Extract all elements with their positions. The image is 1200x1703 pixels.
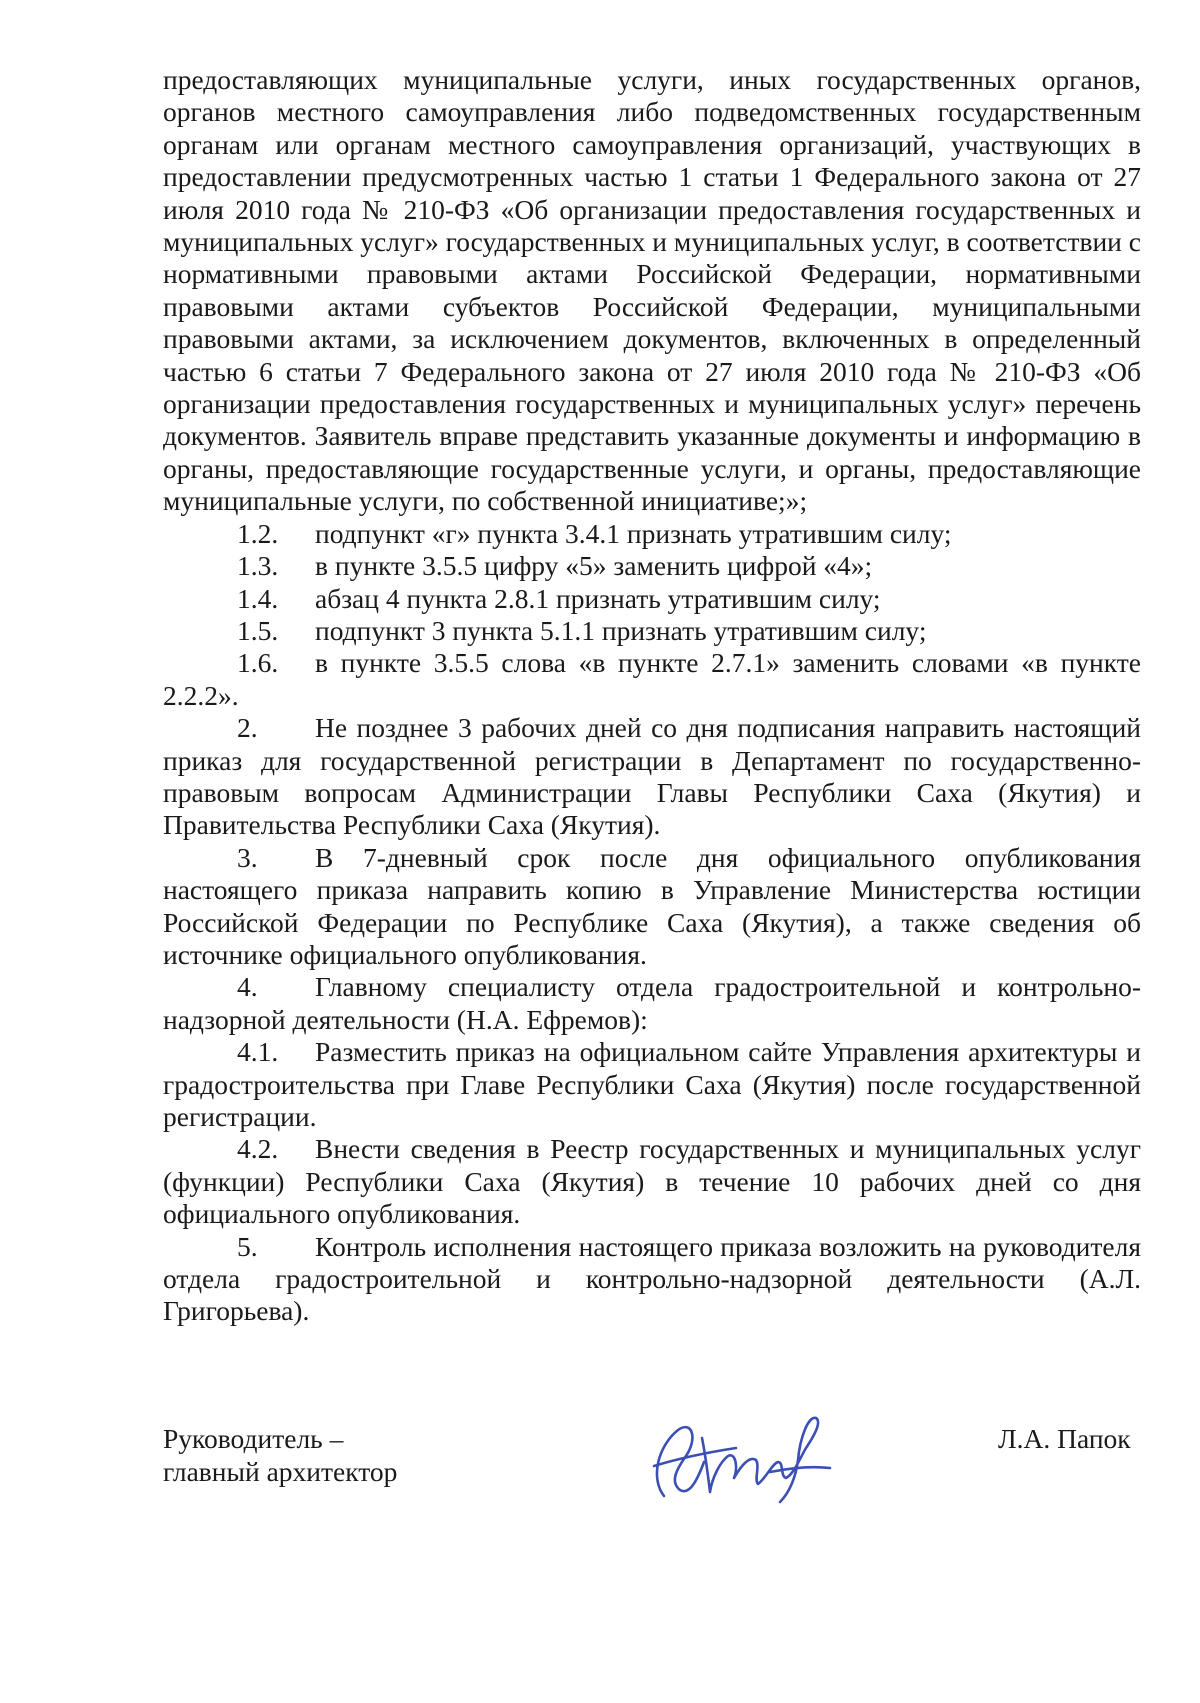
- item-number: 1.3.: [237, 550, 279, 582]
- list-item: [163, 712, 1141, 842]
- item-number: 1.6.: [237, 647, 279, 679]
- signer-title-line: Руководитель –: [163, 1423, 344, 1454]
- list-item: [163, 1133, 1141, 1230]
- item-text: в пункте 3.5.5 слова «в пункте 2.7.1» заменить словами «в пункте 2.2.2».: [163, 647, 1141, 711]
- item-text: Внести сведения в Реестр государственных и муниципальных услуг (функции) Республики Саха (Якутия) в течение 10 рабочих дней со дня официального опубликования.: [163, 1133, 1141, 1230]
- item-number: 4.2.: [237, 1133, 279, 1165]
- signature-stroke: [654, 1448, 736, 1466]
- list-item: [163, 842, 1141, 972]
- list-item: [163, 647, 1141, 712]
- item-text: абзац 4 пункта 2.8.1 признать утратившим силу;: [315, 582, 881, 614]
- item-number: 5.: [237, 1230, 258, 1262]
- intro-paragraph: предоставляющих муниципальные услуги, иных государственных органов, органов местного самоуправления либо подведомственных государственным органам или органам местного самоуправления организаций, участвующих в предоставлении предусмотренных частью 1 статьи 1 Федерального закона от 27 июля 2010 года № 210-ФЗ «Об организации предоставления государственных и муниципальных услуг» государственных и муниципальных услуг, в соответствии с нормативными правовыми актами Российской Федерации, нормативными правовыми актами субъектов Российской Федерации, муниципальными правовыми актами, за исключением документов, включенных в определенный частью 6 статьи 7 Федерального закона от 27 июля 2010 года № 210-ФЗ «Об организации предоставления государственных и муниципальных услуг» перечень документов. Заявитель вправе представить указанные документы и информацию в органы, предоставляющие государственные услуги, и органы, предоставляющие муниципальные услуги, по собственной инициативе;»;: [163, 64, 1141, 517]
- list-item: [163, 518, 1141, 550]
- handwritten-signature: [640, 1408, 840, 1508]
- list-item: [163, 1231, 1141, 1328]
- item-number: 4.1.: [237, 1036, 279, 1068]
- signature-stroke: [770, 1467, 830, 1472]
- item-text: Контроль исполнения настоящего приказа возложить на руководителя отдела градостроительной и контрольно-надзорной деятельности (А.Л. Григорьева).: [163, 1230, 1141, 1327]
- document-body: [163, 64, 1141, 1328]
- item-text: подпункт «г» пункта 3.4.1 признать утратившим силу;: [315, 517, 952, 549]
- item-text: Разместить приказ на официальном сайте Управления архитектуры и градостроительства при Главе Республики Саха (Якутия) после государственной регистрации.: [163, 1036, 1141, 1132]
- item-number: 1.4.: [237, 582, 279, 614]
- item-text: в пункте 3.5.5 цифру «5» заменить цифрой «4»;: [315, 550, 873, 582]
- list-item: [163, 1036, 1141, 1133]
- signer-name: Л.А. Папок: [998, 1423, 1131, 1454]
- list-item: [163, 550, 1141, 582]
- list-item: [163, 583, 1141, 615]
- item-number: 2.: [237, 712, 258, 744]
- signature-stroke: [657, 1427, 704, 1496]
- item-text: В 7-дневный срок после дня официального опубликования настоящего приказа направить копию в Управление Министерства юстиции Российской Федерации по Республике Саха (Якутия), а также сведения об источнике официального опубликования.: [163, 841, 1141, 970]
- signer-title: [163, 1422, 397, 1488]
- item-text: подпункт 3 пункта 5.1.1 признать утратившим силу;: [315, 614, 927, 646]
- list-item: [163, 615, 1141, 647]
- item-number: 1.2.: [237, 517, 279, 549]
- item-number: 1.5.: [237, 614, 279, 646]
- signature-stroke: [702, 1418, 818, 1502]
- item-text: Главному специалисту отдела градостроительной и контрольно-надзорной деятельности (Н.А. Ефремов):: [163, 971, 1141, 1035]
- signer-title-line: главный архитектор: [163, 1456, 398, 1487]
- item-number: 3.: [237, 841, 258, 873]
- item-number: 4.: [237, 971, 258, 1003]
- list-item: [163, 971, 1141, 1036]
- item-text: Не позднее 3 рабочих дней со дня подписания направить настоящий приказ для государственной регистрации в Департамент по государственно-правовым вопросам Администрации Главы Республики Саха (Якутия) и Правительства Республики Саха (Якутия).: [163, 712, 1141, 841]
